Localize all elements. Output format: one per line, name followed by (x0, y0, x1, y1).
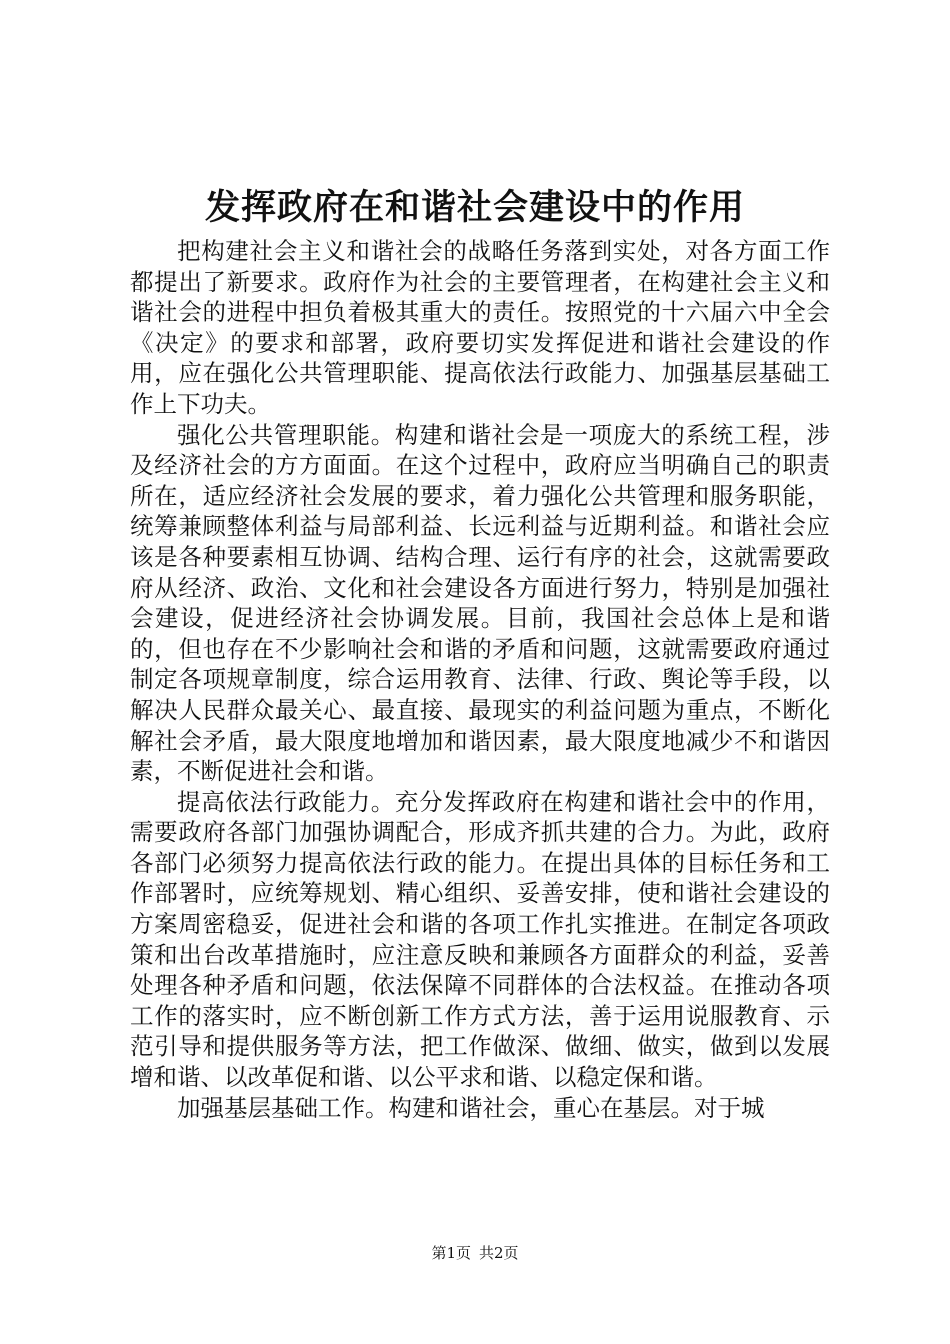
page-number-current: 第1页 (431, 1244, 471, 1262)
page-number-total: 共2页 (479, 1244, 519, 1262)
document-title: 发挥政府在和谐社会建设中的作用 (204, 187, 745, 228)
paragraph-grassroots: 加强基层基础工作。构建和谐社会，重心在基层。对于城 (177, 1093, 765, 1122)
page-footer (0, 1243, 950, 1263)
paragraph-intro: 把构建社会主义和谐社会的战略任务落到实处，对各方面工作都提出了新要求。政府作为社会的主要管理者，在构建社会主义和谐社会的进程中担负着极其重大的责任。按照党的十六届六中全会《决定》的要求和部署，政府要切实发挥促进和谐社会建设的作用，应在强化公共管理职能、提高依法行政能力、加强基层基础工作上下功夫。 (130, 237, 830, 418)
document-body (130, 236, 830, 1123)
paragraph-public-management: 强化公共管理职能。构建和谐社会是一项庞大的系统工程，涉及经济社会的方方面面。在这个过程中，政府应当明确自己的职责所在，适应经济社会发展的要求，着力强化公共管理和服务职能，统筹兼顾整体利益与局部利益、长远利益与近期利益。和谐社会应该是各种要素相互协调、结构合理、运行有序的社会，这就需要政府从经济、政治、文化和社会建设各方面进行努力，特别是加强社会建设，促进经济社会协调发展。目前，我国社会总体上是和谐的，但也存在不少影响社会和谐的矛盾和问题，这就需要政府通过制定各项规章制度，综合运用教育、法律、行政、舆论等手段，以解决人民群众最关心、最直接、最现实的利益问题为重点，不断化解社会矛盾，最大限度地增加和谐因素，最大限度地减少不和谐因素，不断促进社会和谐。 (130, 420, 830, 786)
paragraph-law-administration: 提高依法行政能力。充分发挥政府在构建和谐社会中的作用，需要政府各部门加强协调配合，形成齐抓共建的合力。为此，政府各部门必须努力提高依法行政的能力。在提出具体的目标任务和工作部署时，应统筹规划、精心组织、妥善安排，使和谐社会建设的方案周密稳妥，促进社会和谐的各项工作扎实推进。在制定各项政策和出台改革措施时，应注意反映和兼顾各方面群众的利益，妥善处理各种矛盾和问题，依法保障不同群体的合法权益。在推动各项工作的落实时，应不断创新工作方式方法，善于运用说服教育、示范引导和提供服务等方法，把工作做深、做细、做实，做到以发展增和谐、以改革促和谐、以公平求和谐、以稳定保和谐。 (130, 787, 830, 1092)
